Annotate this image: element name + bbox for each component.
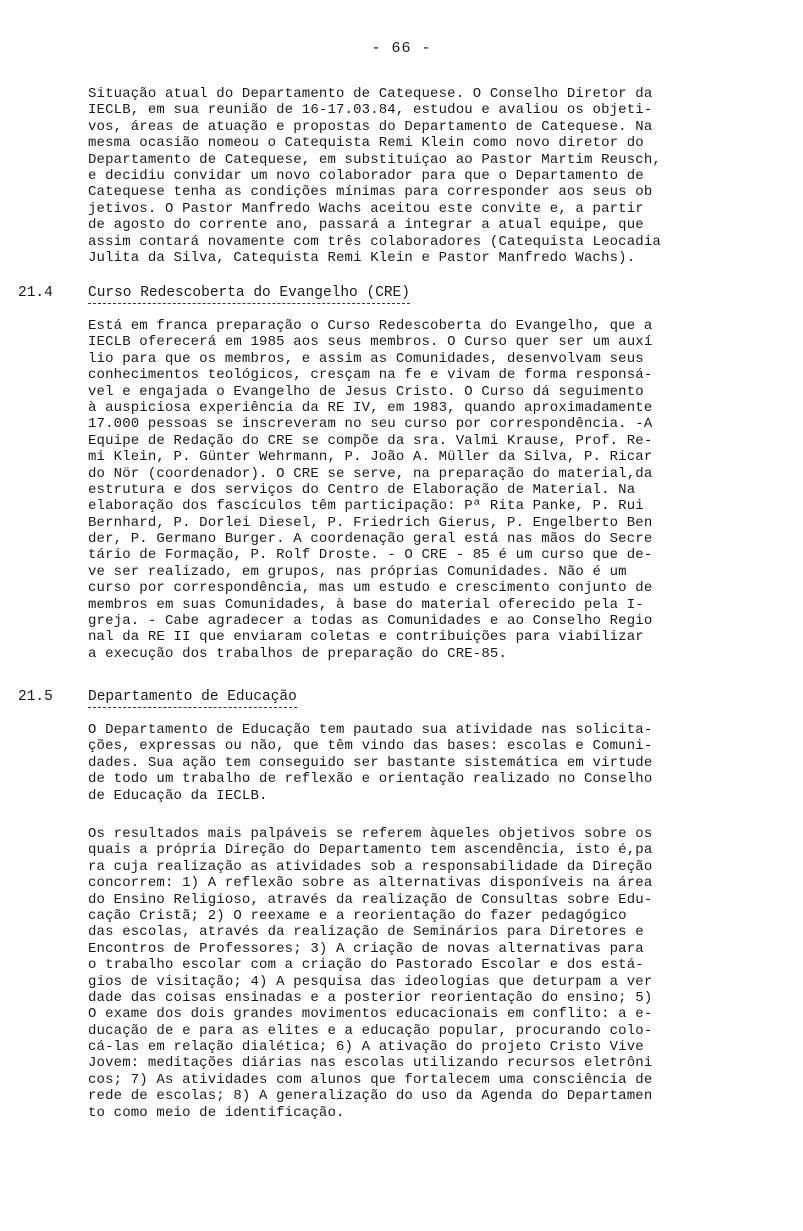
text-line: tário de Formação, P. Rolf Droste. - O CRE - 85 é um curso que de- [88, 547, 653, 564]
text-line: cos; 7) As atividades com alunos que fortalecem uma consciência de [88, 1071, 653, 1088]
text-line: IECLB oferecerá em 1985 aos seus membros. O Curso quer ser um auxí [88, 334, 653, 351]
text-line: cá-las em relação dialética; 6) A ativação do projeto Cristo Vive [88, 1039, 644, 1056]
text-line: Jovem: meditações diárias nas escolas utilizando recursos eletrôni [88, 1055, 653, 1072]
text-line: Os resultados mais palpáveis se referem àqueles objetivos sobre os [88, 826, 653, 842]
text-line: a execução dos trabalhos de preparação do CRE-85. [88, 645, 508, 662]
text-line: to como meio de identificação. [88, 1104, 345, 1121]
text-line: Catequese tenha as condições mínimas para corresponder aos seus ob [88, 184, 653, 201]
text-line: assim contará novamente com três colaboradores (Catequista Leocadia [88, 233, 661, 250]
text-line: Bernhard, P. Dorlei Diesel, P. Friedrich Gierus, P. Engelberto Ben [88, 514, 653, 531]
text-line: estrutura e dos serviços do Centro de Elaboração de Material. Na [88, 481, 636, 498]
text-line: do Nör (coordenador). O CRE se serve, na preparação do material,da [88, 465, 653, 482]
text-line: lio para que os membros, e assim as Comunidades, desenvolvam seus [88, 350, 644, 367]
text-line: Encontros de Professores; 3) A criação de novas alternativas para [88, 940, 644, 957]
text-line: curso por correspondência, mas um estudo e crescimento conjunto de [88, 580, 653, 597]
page-number: - 66 - [371, 40, 432, 57]
text-line: der, P. Germano Burger. A coordenação geral está nas mãos do Secre [88, 531, 653, 548]
text-line: de agosto do corrente ano, passará a integrar a atual equipe, que [88, 217, 644, 234]
text-line: 17.000 pessoas se inscreveram no seu curso por correspondência. -A [88, 416, 653, 433]
intro-paragraph [88, 86, 790, 266]
text-line: jetivos. O Pastor Manfredo Wachs aceitou este convite e, a partir [88, 200, 644, 217]
text-line: das escolas, através da realização de Seminários para Diretores e [88, 924, 644, 941]
text-line: IECLB, em sua reunião de 16-17.03.84, estudou e avaliou os objeti- [88, 102, 653, 119]
section-title: Departamento de Educação [88, 688, 297, 708]
text-line: quais a própria Direção do Departamento tem ascendência, isto é,pa [88, 842, 653, 859]
text-line: de todo um trabalho de reflexão e orientação realizado no Conselho [88, 771, 653, 788]
text-line: concorrem: 1) A reflexão sobre as alternativas disponíveis na área [88, 875, 653, 892]
text-line: ra cuja realização as atividades sob a responsabilidade da Direção [88, 858, 653, 875]
text-line: e decidiu convidar um novo colaborador para que o Departamento de [88, 167, 644, 184]
text-line: O exame dos dois grandes movimentos educacionais em conflito: a e- [88, 1006, 653, 1023]
text-line: cação Cristã; 2) O reexame e a reorientação do fazer pedagógico [88, 907, 627, 924]
text-line: mi Klein, P. Günter Wehrmann, P. João A. Müller da Silva, P. Ricar [88, 449, 653, 466]
section-title: Curso Redescoberta do Evangelho (CRE) [88, 284, 410, 304]
text-line: greja. - Cabe agradecer a todas as Comunidades e ao Conselho Regio [88, 613, 653, 630]
text-line: de Educação da IECLB. [88, 787, 268, 804]
text-line: nal da RE II que enviaram coletas e contribuições para viabilizar [88, 629, 644, 646]
text-line: rede de escolas; 8) A generalização do uso da Agenda do Departamen [88, 1088, 653, 1105]
text-line: à auspiciosa experiência da RE IV, em 1983, quando aproximadamente [88, 399, 653, 416]
text-line: o trabalho escolar com a criação do Pastorado Escolar e dos está- [88, 957, 644, 974]
text-line: ve ser realizado, em grupos, nas próprias Comunidades. Não é um [88, 563, 627, 580]
text-line: gios de visitação; 4) A pesquisa das ideologias que deturpam a ver [88, 973, 653, 990]
text-line: Está em franca preparação o Curso Redescoberta do Evangelho, que a [88, 318, 653, 334]
text-line: conhecimentos teológicos, cresçam na fe e vivam de forma responsá- [88, 367, 653, 384]
text-line: vos, áreas de atuação e propostas do Departamento de Catequese. Na [88, 118, 653, 135]
education-paragraph-1 [88, 722, 790, 804]
text-line: mesma ocasião nomeou o Catequista Remi Klein como novo diretor do [88, 135, 644, 152]
text-line: O Departamento de Educação tem pautado sua atividade nas solicita- [88, 722, 653, 738]
cre-paragraph [88, 318, 790, 662]
text-line: Julita da Silva, Catequista Remi Klein e Pastor Manfredo Wachs). [88, 249, 636, 266]
text-line: ções, expressas ou não, que têm vindo das bases: escolas e Comuni- [88, 738, 653, 755]
text-line: dade das coisas ensinadas e a posterior reorientação do ensino; 5) [88, 989, 653, 1006]
text-line: elaboração dos fascículos têm participação: Pª Rita Panke, P. Rui [88, 498, 644, 515]
education-paragraph-2 [88, 826, 790, 1121]
text-line: vel e engajada o Evangelho de Jesus Cristo. O Curso dá seguimento [88, 383, 644, 400]
text-line: membros em suas Comunidades, à base do material oferecido pela I- [88, 596, 644, 613]
section-number: 21.4 [18, 285, 53, 301]
section-number: 21.5 [18, 689, 53, 705]
section-heading-21-4 [18, 284, 790, 302]
text-line: Departamento de Catequese, em substituiçao ao Pastor Martim Reusch, [88, 151, 661, 168]
text-line: dades. Sua ação tem conseguido ser bastante sistemática em virtude [88, 754, 653, 771]
text-line: Equipe de Redação do CRE se compõe da sra. Valmi Krause, Prof. Re- [88, 432, 653, 449]
text-line: ducação de e para as elites e a educação popular, procurando colo- [88, 1022, 653, 1039]
text-line: Situação atual do Departamento de Catequese. O Conselho Diretor da [88, 86, 653, 102]
section-heading-21-5 [18, 688, 790, 706]
text-line: do Ensino Religioso, através da realização de Consultas sobre Edu- [88, 891, 653, 908]
